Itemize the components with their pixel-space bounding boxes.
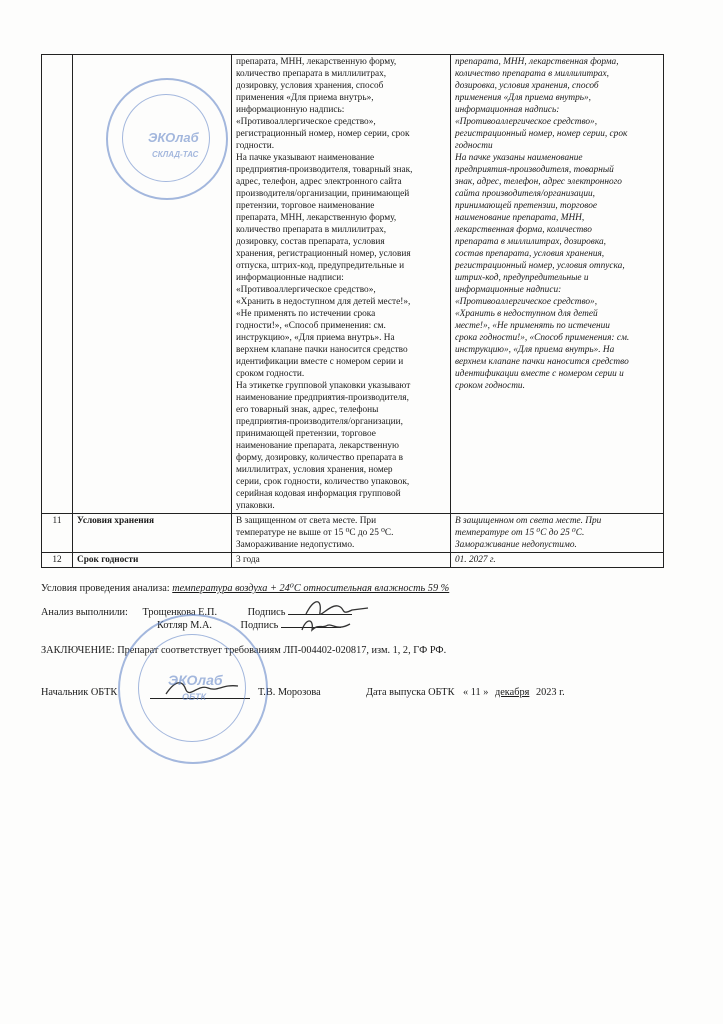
conclusion: ЗАКЛЮЧЕНИЕ: Препарат соответствует требованиям ЛП-004402-020817, изм. 1, 2, ГФ РФ. [41,645,447,656]
conditions-line [41,582,449,594]
requirement-line: предприятия-производителя, товарный знак, [236,165,413,175]
result-line: регистрационный номер, условия отпуска, [455,261,625,271]
result-line: «Хранить в недоступном для детей [455,309,598,319]
requirement-line: «Хранить в недоступном для детей месте!», [236,297,411,307]
requirement-line: форму, дозировку, количество препарата в [236,453,404,463]
issue-label: Дата выпуска ОБТК [366,687,455,698]
stamp-brand: ЭКОлаб [148,130,199,145]
indicator-name: Срок годности [73,553,232,568]
result-cell [451,514,664,553]
requirement-line: хранения, регистрационный номер, условия [236,249,411,259]
issue-date [366,687,565,698]
requirement-line: сроком годности. [236,369,305,379]
stamp-brand-2: ЭКОлаб [168,672,223,688]
signature-label-2: Подпись [240,620,279,631]
requirement-line: упаковки. [236,501,275,511]
result-line: применения «Для приема внутрь», [455,93,591,103]
result-line: состав препарата, условия хранения, [455,249,605,259]
result-line: идентификации вместе с номером серии и [455,369,624,379]
requirement-line: дозировку, состав препарата, условия [236,237,385,247]
requirement-line: предприятия-производителя/организации, [236,417,403,427]
requirement-line: регистрационный номер, номер серии, срок [236,129,410,139]
stamp-sub: СКЛАД-ТАС [152,150,199,159]
result-line: количество препарата в миллилитрах, [455,69,609,79]
signature-2 [296,614,356,638]
result-line: годности [455,141,493,151]
result-line: «Противоаллергическое средство», [455,297,598,307]
result-line: знак, адрес, телефон, адрес электронного [455,177,622,187]
requirement-line: принимающей претензии, торговое [236,429,376,439]
company-stamp [106,78,228,200]
row-number: 11 [42,514,73,553]
result-cell [451,553,664,568]
result-line: дозировка, условия хранения, способ [455,81,599,91]
requirement-line: наименование препарата, лекарственную [236,441,399,451]
requirement-line: количество препарата в миллилитрах, [236,69,387,79]
result-line: 01. 2027 г. [455,555,496,565]
requirement-line: верхнем клапане пачки наносится средство [236,345,408,355]
issue-day: « 11 » [463,687,489,698]
result-line: наименование препарата, МНН, [455,213,585,223]
stamp-otk: ОБТК [182,692,207,702]
otk-stamp [118,614,268,764]
requirement-line: адрес, телефон, адрес электронного сайта [236,177,402,187]
result-line: информационные надписи: [455,285,562,295]
requirement-line: наименование предприятия-производителя, [236,393,409,403]
requirement-cell [232,55,451,514]
result-line: лекарственная форма, количество [455,225,592,235]
conditions-label: Условия проведения анализа: [41,583,170,594]
requirement-line: 3 года [236,555,260,565]
indicator-name: Условия хранения [73,514,232,553]
result-line: препарата в миллилитрах, дозировка, [455,237,606,247]
issue-month: декабря [495,687,530,698]
requirement-line: годности!», «Способ применения: см. [236,321,386,331]
requirement-line: «Противоаллергическое средство», [236,117,376,127]
analysts-label: Анализ выполнили: [41,607,128,618]
requirement-line: препарата, МНН, лекарственную форму, [236,213,397,223]
requirement-line: информационную надпись: [236,105,345,115]
requirement-line: препарата, МНН, лекарственную форму, [236,57,397,67]
result-line: месте!», «Не применять по истечении [455,321,610,331]
row-number: 12 [42,553,73,568]
head-name: Т.В. Морозова [258,687,321,698]
result-line: препарата, МНН, лекарственная форма, [455,57,619,67]
issue-year: 2023 г. [535,687,565,698]
requirement-line: количество препарата в миллилитрах, [236,225,387,235]
result-line: На пачке указаны наименование [455,153,583,163]
result-line: принимающей претензии, торговое [455,201,597,211]
requirement-cell [232,514,451,553]
result-line: срока годности!», «Способ применения: см. [455,333,630,343]
result-line: «Противоаллергическое средство», [455,117,598,127]
requirement-line: производителя/организации, принимающей [236,189,410,199]
result-cell [451,55,664,514]
requirement-line: «Противоаллергическое средство», [236,285,376,295]
requirement-line: идентификации вместе с номером серии и [236,357,404,367]
requirement-line: инструкцию», «Для приема внутрь». На [236,333,395,343]
requirement-line: На пачке указывают наименование [236,153,375,163]
analyst-name-1: Трощенкова Е.П. [142,607,218,618]
requirement-line: температуре не выше от 15 ⁰С до 25 ⁰С. [236,528,394,538]
result-line: штрих-код, предупредительные и [455,273,589,283]
result-line: регистрационный номер, номер серии, срок [455,129,628,139]
requirement-line: серии, срок годности, количество упаковок, [236,477,410,487]
result-line: сайта производителя/организации, [455,189,595,199]
result-line: Замораживание недопустимо. [455,540,577,550]
requirement-line: информационные надписи: [236,273,344,283]
requirement-line: «Не применять по истечении срока [236,309,376,319]
requirement-line: отпуска, штрих-код, предупредительные и [236,261,405,271]
table-row [42,514,664,553]
analyst-name-2: Котляр М.А. [157,620,212,631]
requirement-line: В защищенном от света месте. При [236,516,377,526]
requirement-line: миллилитрах, условия хранения, номер [236,465,393,475]
requirement-line: дозировку, условия хранения, способ [236,81,384,91]
result-line: предприятия-производителя, товарный [455,165,614,175]
row-number-cell [42,55,73,514]
signature-label-1: Подпись [247,607,286,618]
requirement-line: претензии, торговое наименование [236,201,375,211]
result-line: сроком годности. [455,381,525,391]
result-line: В защищенном от света месте. При [455,516,602,526]
requirement-line: серийная кодовая информация групповой [236,489,401,499]
requirement-line: его товарный знак, адрес, телефоны [236,405,379,415]
result-line: температуре от 15 ⁰С до 25 ⁰С. [455,528,585,538]
result-line: верхнем клапане пачки наносится средство [455,357,629,367]
requirement-line: Замораживание недопустимо. [236,540,355,550]
conditions-value: температура воздуха + 24⁰С относительная влажность 59 % [172,583,450,594]
requirement-line: На этикетке групповой упаковки указывают [236,381,411,391]
result-line: информационная надпись: [455,105,560,115]
result-line: инструкцию», «Для приема внутрь». На [455,345,615,355]
requirement-cell [232,553,451,568]
requirement-line: применения «Для приема внутрь», [236,93,374,103]
requirement-line: годности. [236,141,275,151]
table-row [42,553,664,568]
head-title: Начальник ОБТК [41,687,118,698]
